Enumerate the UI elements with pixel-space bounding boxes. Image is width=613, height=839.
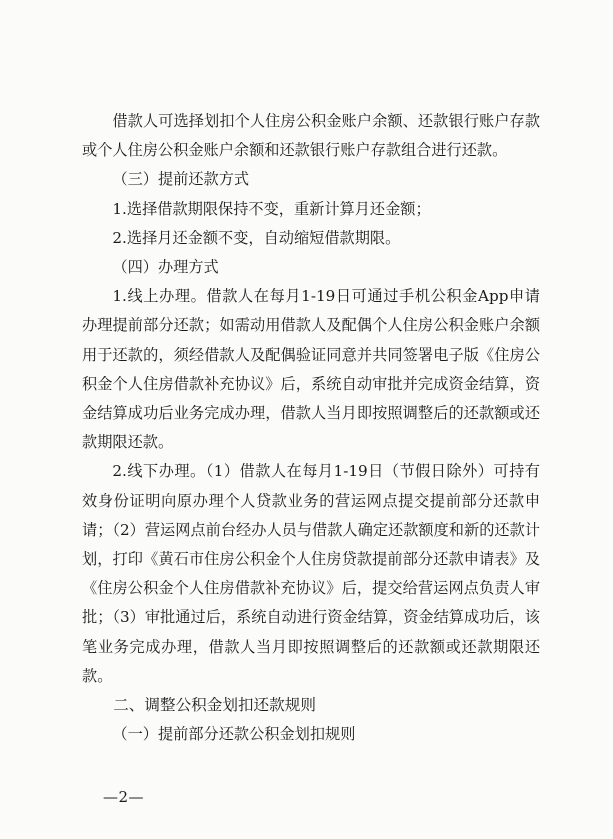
subheading-partial-prepayment-rules: （一）提前部分还款公积金划扣规则 — [112, 725, 356, 744]
paragraph-repayment-source: 借款人可选择划扣个人住房公积金账户余额、还款银行账户存款或个人住房公积金账户余额和还款银行账户存款组合进行还款。 — [82, 112, 540, 160]
page-number: —2— — [103, 788, 145, 806]
body-text — [82, 107, 540, 749]
heading-prepayment-method: （三）提前还款方式 — [112, 170, 250, 189]
paragraph-online-handling: 1.线上办理。借款人在每月1-19日可通过手机公积金App申请办理提前部分还款；如需动用借款人及配偶个人住房公积金账户余额用于还款的，须经借款人及配偶验证同意并共同签署电子版《住房公积金个人住房借款补充协议》后，系统自动审批并完成资金结算，资金结算成功后业务完成办理，借款人当月即按照调整后的还款额或还款期限还款。 — [82, 287, 540, 452]
list-item-keep-amount: 2.选择月还金额不变，自动缩短借款期限。 — [112, 228, 401, 247]
heading-handling-method: （四）办理方式 — [112, 258, 219, 277]
section-heading-deduction-rules: 二、调整公积金划扣还款规则 — [113, 696, 316, 715]
list-item-keep-term: 1.选择借款期限保持不变，重新计算月还金额； — [112, 199, 431, 218]
paragraph-offline-handling: 2.线下办理。（1）借款人在每月1-19日（节假日除外）可持有效身份证明向原办理个人贷款业务的营运网点提交提前部分还款申请；（2）营运网点前台经办人员与借款人确定还款额度和新的还款计划，打印《黄石市住房公积金个人住房贷款提前部分还款申请表》及《住房公积金个人住房借款补充协议》后，提交给营运网点负责人审批；（3）审批通过后，系统自动进行资金结算，资金结算成功后，该笔业务完成办理，借款人当月即按照调整后的还款额或还款期限还款。 — [82, 462, 540, 685]
